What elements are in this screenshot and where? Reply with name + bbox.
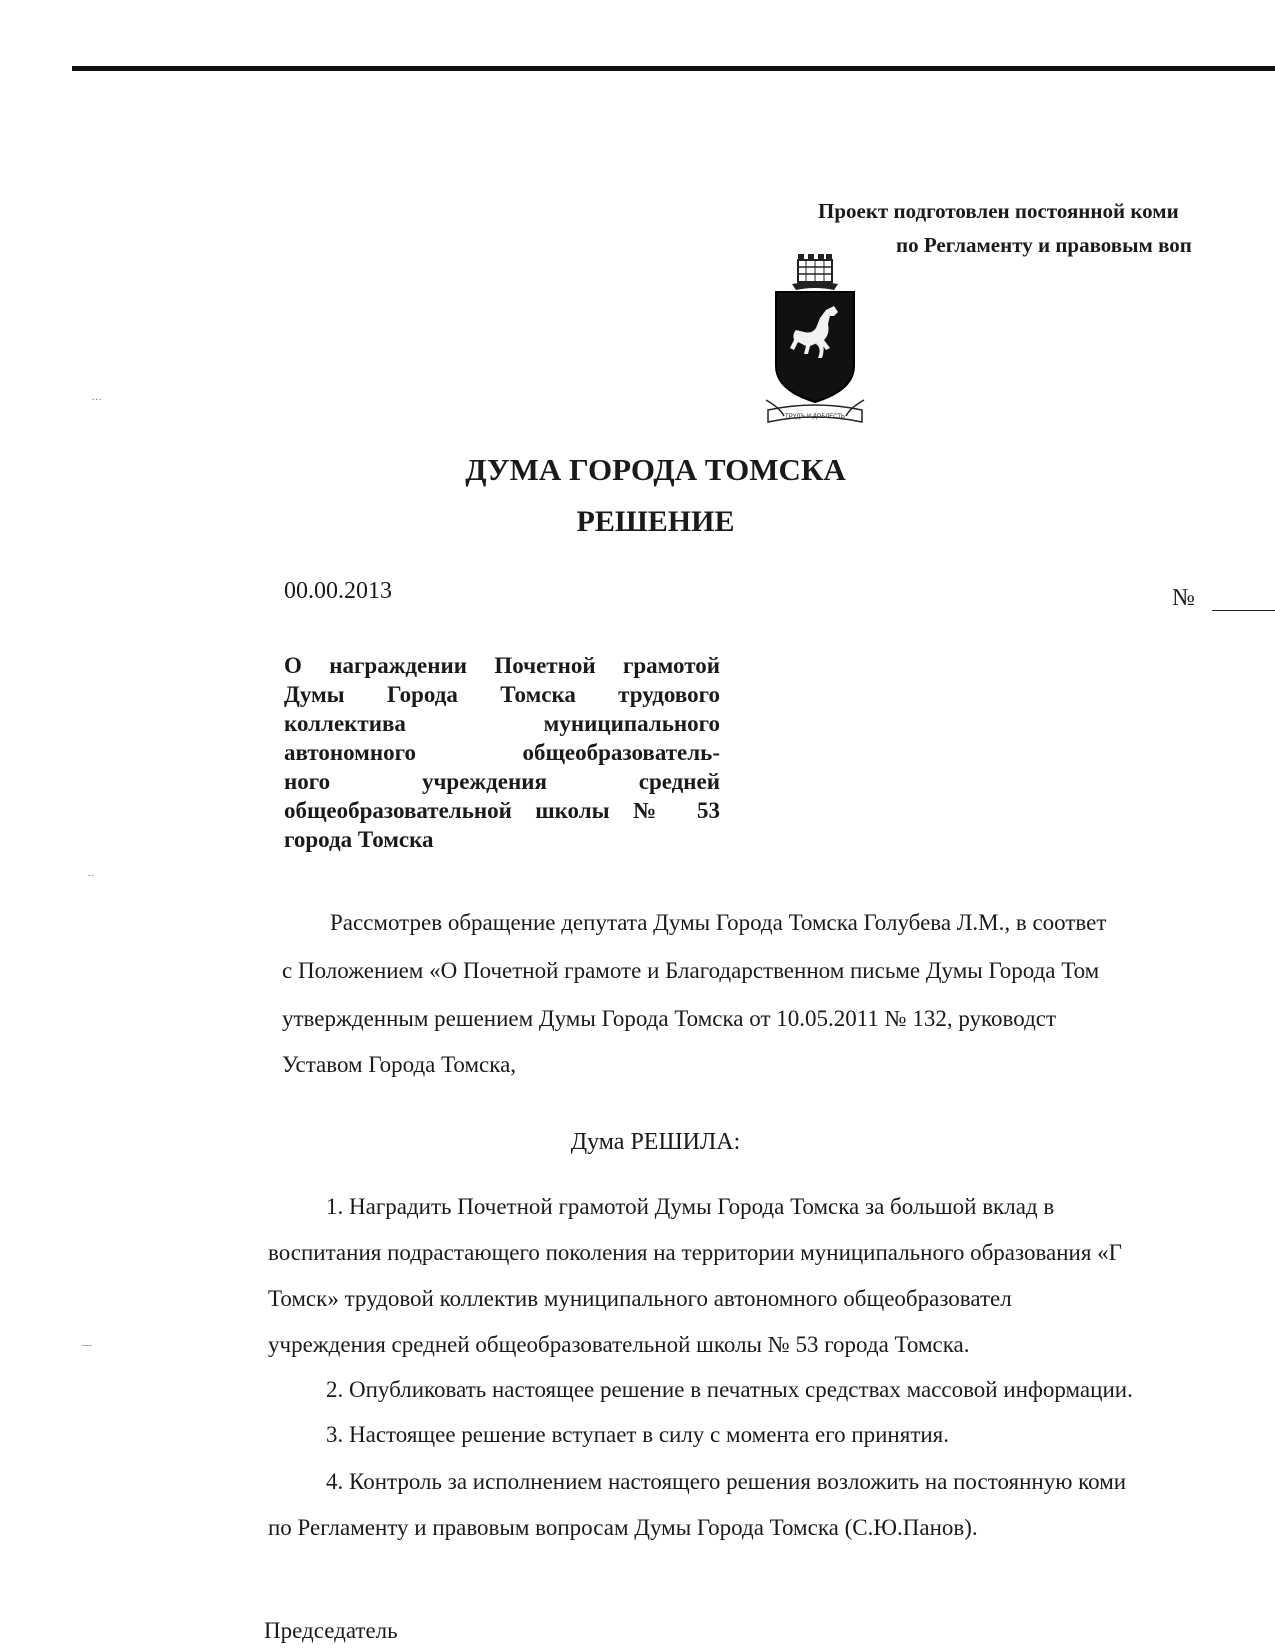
item-1-line: учреждения средней общеобразовательной школы № 53 города Томска. (268, 1332, 970, 1357)
crown-icon (792, 254, 838, 290)
ribbon-icon (766, 400, 864, 422)
doc-number-label: № (1172, 585, 1195, 611)
doc-type-title: РЕШЕНИЕ (576, 505, 735, 538)
preamble-line: Уставом Города Томска, (282, 1052, 517, 1077)
scan-speck: ... (92, 392, 103, 403)
prepared-by-line-2: по Регламенту и правовым воп (896, 233, 1192, 257)
prepared-by-line-1: Проект подготовлен постоянной коми (818, 199, 1179, 223)
subject-line: города Томска (284, 827, 434, 852)
subject-line: автономного общеобразователь- (284, 740, 720, 765)
item-4-line: по Регламенту и правовым вопросам Думы Города Томска (С.Ю.Панов). (268, 1515, 978, 1540)
item-1-line: 1. Наградить Почетной грамотой Думы Города Томска за большой вклад в (326, 1194, 1055, 1219)
shield-icon (776, 292, 854, 402)
item-1-line: воспитания подрастающего поколения на территории муниципального образования «Г (268, 1240, 1122, 1265)
preamble-line: Рассмотрев обращение депутата Думы Города Томска Голубева Л.М., в соответ (330, 910, 1107, 935)
top-rule (72, 66, 1275, 71)
subject-line: ного учреждения средней (284, 769, 720, 794)
preamble-line: утвержденным решением Думы Города Томска от 10.05.2011 № 132, руководст (282, 1006, 1057, 1031)
item-3: 3. Настоящее решение вступает в силу с момента его принятия. (326, 1422, 950, 1447)
ribbon-motto: ТРУДЪ И ДОБЛЕСТЬ (785, 414, 845, 420)
subject-line: коллектива муниципального (284, 711, 720, 736)
item-1-line: Томск» трудовой коллектив муниципального автономного общеобразовател (268, 1286, 1012, 1311)
subject-line: О награждении Почетной грамотой (284, 653, 720, 678)
subject-line: Думы Города Томска трудового (284, 682, 720, 707)
item-4-line: 4. Контроль за исполнением настоящего решения возложить на постоянную коми (326, 1469, 1127, 1494)
signature-title: Председатель (264, 1618, 398, 1643)
scan-speck: — (82, 1340, 93, 1351)
subject-block (284, 651, 720, 854)
scan-speck: .. (88, 868, 95, 879)
subject-line: общеобразовательной школы № 53 (284, 798, 720, 823)
resolved-heading: Дума РЕШИЛА: (570, 1129, 741, 1155)
preamble-line: с Положением «О Почетной грамоте и Благодарственном письме Думы Города Том (282, 958, 1100, 983)
org-title: ДУМА ГОРОДА ТОМСКА (465, 452, 846, 487)
doc-date: 00.00.2013 (284, 578, 392, 604)
item-2: 2. Опубликовать настоящее решение в печатных средствах массовой информации. (326, 1377, 1133, 1402)
doc-number-blank (1212, 610, 1275, 611)
coat-of-arms-emblem (764, 250, 866, 428)
